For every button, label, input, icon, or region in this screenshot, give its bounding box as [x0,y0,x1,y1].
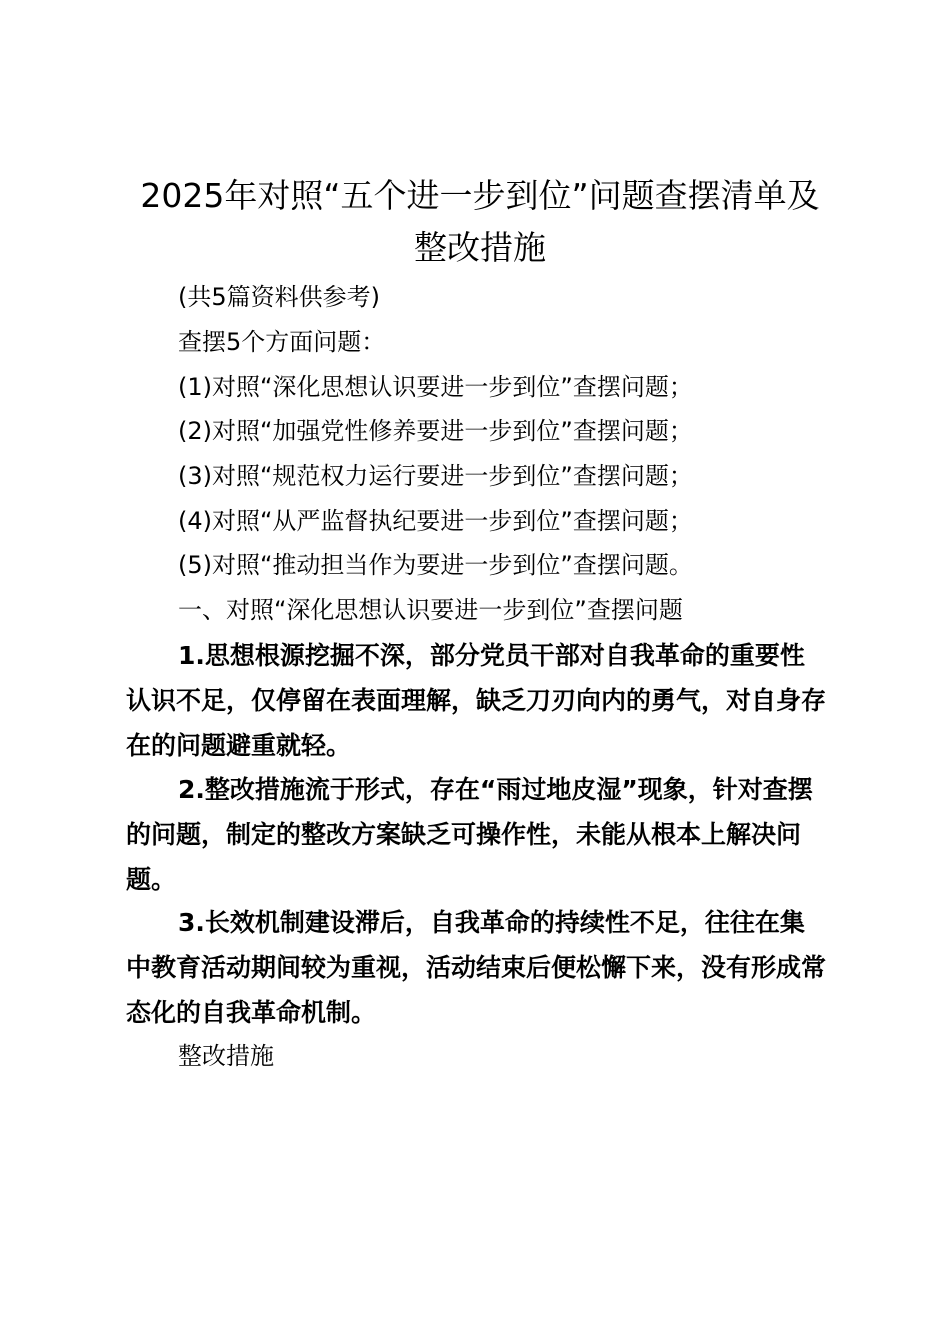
problem-paragraph: 3.长效机制建设滞后，自我革命的持续性不足，往往在集中教育活动期间较为重视，活动结束后便松懈下来，没有形成常态化的自我革命机制。 [126,908,827,1027]
list-item: (5)对照“推动担当作为要进一步到位”查摆问题。 [178,551,693,579]
list-item: (2)对照“加强党性修养要进一步到位”查摆问题； [178,417,693,445]
list-item: (1)对照“深化思想认识要进一步到位”查摆问题； [178,373,693,401]
list-item: (4)对照“从严监督执纪要进一步到位”查摆问题； [178,507,693,535]
intro-line: 查摆5个方面问题： [178,328,386,356]
list-item: (3)对照“规范权力运行要进一步到位”查摆问题； [178,462,693,490]
section-heading: 一、对照“深化思想认识要进一步到位”查摆问题 [178,596,683,624]
reference-note: (共5篇资料供参考) [178,283,380,311]
document-title: 2025年对照“五个进一步到位”问题查摆清单及整改措施 [140,176,820,267]
problem-paragraph: 2.整改措施流于形式，存在“雨过地皮湿”现象，针对查摆的问题，制定的整改方案缺乏可操作性，未能从根本上解决问题。 [126,775,813,894]
measures-heading: 整改措施 [178,1042,274,1070]
problem-paragraph: 1.思想根源挖掘不深，部分党员干部对自我革命的重要性认识不足，仅停留在表面理解，缺乏刀刃向内的勇气，对自身存在的问题避重就轻。 [126,641,827,760]
